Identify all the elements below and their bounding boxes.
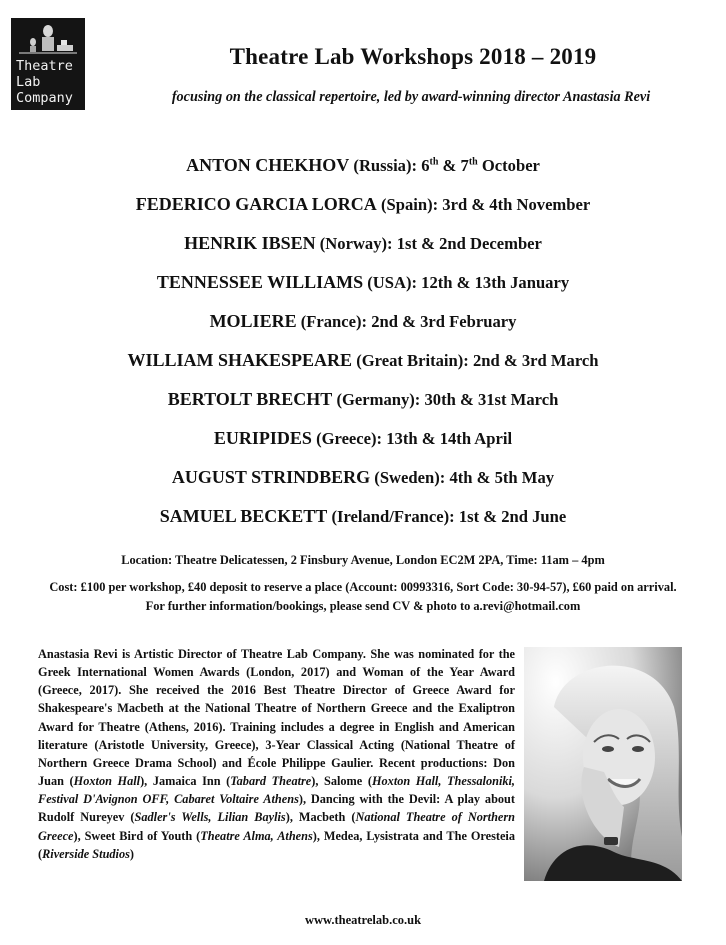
author-country: (Germany): [332, 390, 425, 409]
schedule-row [0, 231, 726, 270]
director-bio [38, 645, 515, 863]
bio-text: ) [129, 846, 135, 861]
theatre-lab-logo [11, 18, 85, 110]
author-country: (France): [296, 312, 372, 331]
schedule-row [0, 153, 726, 192]
author-name: EURIPIDES [213, 428, 312, 448]
bio-venue: Riverside Studios [42, 846, 130, 861]
bio-text: ), Salome ( [311, 774, 372, 789]
workshop-dates: 3rd & 4th November [442, 195, 591, 214]
page-title: Theatre Lab Workshops 2018 – 2019 [229, 44, 597, 69]
director-portrait-photo [524, 647, 682, 881]
schedule-row [0, 465, 726, 504]
bio-text: ), Dancing with the Devil: A play about Rudolf Nureyev ( [38, 792, 515, 825]
author-name: ANTON CHEKHOV [186, 155, 350, 175]
schedule-row [0, 192, 726, 231]
bio-text: Anastasia Revi is Artistic Director of Theatre Lab Company. She was nominated for the Greek International Women Awards (London, 2017) and Woman of the Year Award (Greece, 2017). She received the 2016 Best Theatre Director of Greece Award for Shakespeare's Macbeth at the National Theatre of Northern Greece and the Exaliptron Award for Theatre (Athens, 2016). Training includes a degree in English and American literature (Aristotle University, Greece), 3-Year Classical Acting (National Theatre of Northern Greece Drama School) and École Philippe Gaulier. Recent productions: Don Juan ( [38, 647, 515, 789]
bio-venue: Hoxton Hall [73, 774, 141, 789]
workshop-dates: 4th & 5th May [449, 468, 555, 487]
date-suffix: th [429, 156, 439, 168]
schedule-row [0, 270, 726, 309]
bio-venue: Hoxton Hall, Thessaloniki, Festival D'Avignon OFF, Cabaret Voltaire Athens [38, 774, 515, 807]
bio-venue: Sadler's Wells, Lilian Baylis [134, 810, 286, 825]
author-name: FEDERICO GARCIA LORCA [135, 194, 377, 214]
schedule-row [0, 504, 726, 543]
workshop-dates: 2nd & 3rd March [472, 351, 599, 370]
schedule-row [0, 309, 726, 348]
workshop-dates: 30th & 31st March [424, 390, 559, 409]
logo-text [16, 58, 73, 106]
cost-info: Cost: £100 per workshop, £40 deposit to reserve a place (Account: 00993316, Sort Code: 30-94-57), £60 paid on arrival. For further information/bookings, please send CV & photo to a.revi@hotmail.com [49, 580, 677, 613]
author-country: (USA): [363, 273, 422, 292]
workshop-dates: 1st & 2nd December [396, 234, 542, 253]
schedule-row [0, 426, 726, 465]
author-country: (Greece): [311, 429, 387, 448]
author-country: (Ireland/France): [327, 507, 459, 526]
author-country: (Russia): [349, 156, 422, 175]
author-name: MOLIERE [209, 311, 297, 331]
workshop-dates: 13th & 14th April [386, 429, 513, 448]
website-link[interactable]: www.theatrelab.co.uk [304, 913, 422, 927]
author-country: (Great Britain): [352, 351, 473, 370]
page-subtitle: focusing on the classical repertoire, led by award-winning director Anastasia Revi [171, 89, 651, 105]
workshop-dates: October [477, 156, 540, 175]
bio-venue: Tabard Theatre [230, 774, 312, 789]
date-suffix: th [468, 156, 478, 168]
bio-venue: Theatre Alma, Athens [200, 828, 313, 843]
workshop-dates: 6 [421, 156, 430, 175]
logo-line: Lab [16, 74, 41, 90]
location-info: Location: Theatre Delicatessen, 2 Finsbury Avenue, London EC2M 2PA, Time: 11am – 4pm [121, 553, 605, 567]
author-country: (Sweden): [370, 468, 450, 487]
author-name: WILLIAM SHAKESPEARE [127, 350, 353, 370]
logo-line: Theatre [16, 58, 73, 74]
bio-text: ), Jamaica Inn ( [140, 774, 231, 789]
author-name: HENRIK IBSEN [184, 233, 316, 253]
schedule-row [0, 387, 726, 426]
workshop-dates: 1st & 2nd June [458, 507, 567, 526]
author-name: BERTOLT BRECHT [167, 389, 333, 409]
logo-line: Company [16, 90, 73, 106]
author-country: (Norway): [315, 234, 397, 253]
author-name: SAMUEL BECKETT [159, 506, 328, 526]
bio-text: ), Sweet Bird of Youth ( [73, 828, 201, 843]
schedule-row [0, 348, 726, 387]
workshop-dates: 12th & 13th January [421, 273, 570, 292]
bio-text: ), Medea, Lysistrata and The Oresteia ( [38, 828, 515, 861]
author-country: (Spain): [376, 195, 443, 214]
author-name: AUGUST STRINDBERG [171, 467, 371, 487]
bio-venue: National Theatre of Northern Greece [38, 810, 515, 843]
author-name: TENNESSEE WILLIAMS [156, 272, 364, 292]
workshop-dates: & 7 [438, 156, 469, 175]
workshop-schedule [0, 153, 726, 543]
workshop-dates: 2nd & 3rd February [371, 312, 517, 331]
bio-text: ), Macbeth ( [285, 810, 356, 825]
